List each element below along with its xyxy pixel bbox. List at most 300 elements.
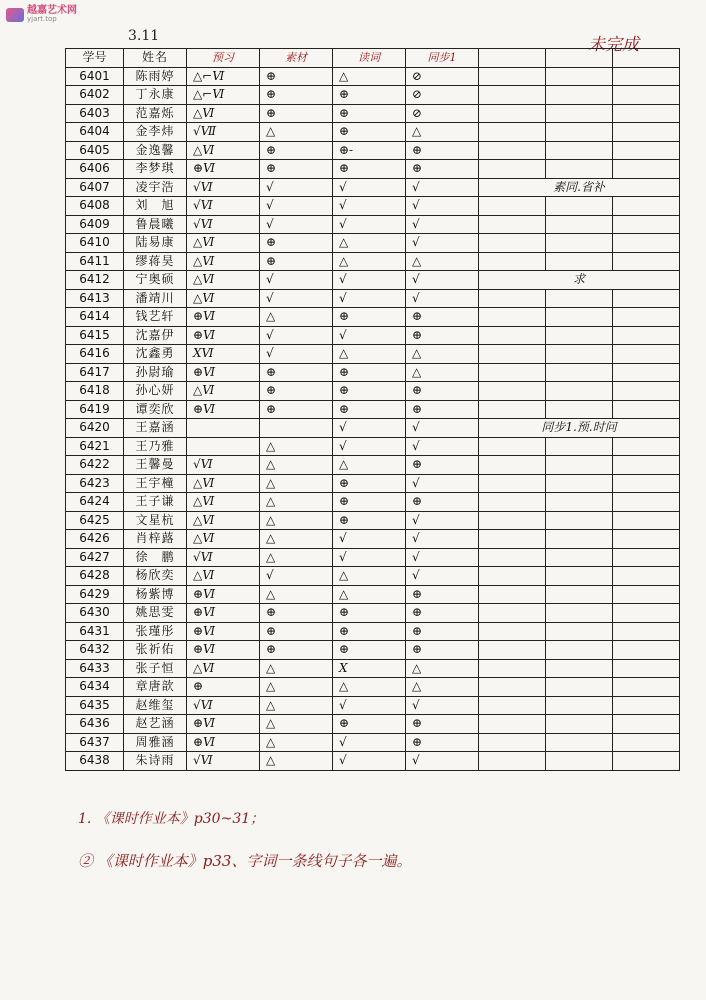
blank-cell bbox=[546, 289, 613, 308]
blank-cell bbox=[546, 752, 613, 771]
table-row bbox=[66, 567, 680, 586]
student-id: 6423 bbox=[66, 474, 124, 493]
preview-mark: △⌐Ⅵ bbox=[187, 86, 260, 105]
student-name: 鲁晨曦 bbox=[124, 215, 187, 234]
student-name: 文星杭 bbox=[124, 511, 187, 530]
table-row bbox=[66, 419, 680, 438]
preview-mark: △⌐Ⅵ bbox=[187, 67, 260, 86]
table-row bbox=[66, 659, 680, 678]
material-mark: ⊕ bbox=[260, 400, 333, 419]
remark-cell bbox=[479, 252, 546, 271]
material-mark: ⊕ bbox=[260, 622, 333, 641]
student-name: 金逸馨 bbox=[124, 141, 187, 160]
preview-mark: ⊕Ⅵ bbox=[187, 363, 260, 382]
words-mark: △ bbox=[333, 678, 406, 697]
blank-cell bbox=[613, 548, 680, 567]
student-name: 缪蒋昊 bbox=[124, 252, 187, 271]
material-mark bbox=[260, 419, 333, 438]
material-mark: √ bbox=[260, 326, 333, 345]
remark-cell bbox=[479, 234, 546, 253]
material-mark: √ bbox=[260, 178, 333, 197]
preview-mark: △Ⅵ bbox=[187, 530, 260, 549]
words-mark: √ bbox=[333, 733, 406, 752]
preview-mark: √Ⅵ bbox=[187, 197, 260, 216]
material-mark: √ bbox=[260, 289, 333, 308]
sync1-mark: ⊕ bbox=[406, 326, 479, 345]
remark-cell bbox=[479, 326, 546, 345]
blank-cell bbox=[546, 104, 613, 123]
words-mark: ⊕- bbox=[333, 141, 406, 160]
blank-cell bbox=[546, 363, 613, 382]
student-id: 6436 bbox=[66, 715, 124, 734]
blank-cell bbox=[613, 141, 680, 160]
student-name: 肖梓蕗 bbox=[124, 530, 187, 549]
sync1-mark: ⊕ bbox=[406, 141, 479, 160]
student-name: 徐 鹏 bbox=[124, 548, 187, 567]
blank-cell bbox=[613, 86, 680, 105]
student-name: 刘 旭 bbox=[124, 197, 187, 216]
preview-mark: △Ⅵ bbox=[187, 234, 260, 253]
preview-mark: △Ⅵ bbox=[187, 252, 260, 271]
table-row bbox=[66, 641, 680, 660]
remark-cell bbox=[479, 733, 546, 752]
sync1-mark: √ bbox=[406, 289, 479, 308]
student-id: 6430 bbox=[66, 604, 124, 623]
table-row bbox=[66, 123, 680, 142]
sync1-mark: ⊕ bbox=[406, 604, 479, 623]
words-mark: ⊕ bbox=[333, 123, 406, 142]
sync1-mark: △ bbox=[406, 252, 479, 271]
table-row bbox=[66, 160, 680, 179]
blank-cell bbox=[546, 474, 613, 493]
table-row bbox=[66, 104, 680, 123]
date-label: 3.11 bbox=[128, 28, 160, 44]
table-row bbox=[66, 530, 680, 549]
student-id: 6434 bbox=[66, 678, 124, 697]
remark-cell bbox=[479, 696, 546, 715]
watermark-logo-icon bbox=[6, 8, 24, 22]
material-mark: △ bbox=[260, 308, 333, 327]
preview-mark: △Ⅵ bbox=[187, 104, 260, 123]
remark-cell bbox=[479, 641, 546, 660]
preview-mark: √Ⅵ bbox=[187, 456, 260, 475]
table-row bbox=[66, 345, 680, 364]
student-name: 王馨曼 bbox=[124, 456, 187, 475]
material-mark: △ bbox=[260, 752, 333, 771]
words-mark: ⊕ bbox=[333, 363, 406, 382]
blank-cell bbox=[546, 493, 613, 512]
remark-cell bbox=[479, 123, 546, 142]
student-id: 6415 bbox=[66, 326, 124, 345]
student-id: 6425 bbox=[66, 511, 124, 530]
student-id: 6402 bbox=[66, 86, 124, 105]
table-row bbox=[66, 493, 680, 512]
student-id: 6433 bbox=[66, 659, 124, 678]
remark-cell bbox=[479, 437, 546, 456]
words-mark: △ bbox=[333, 252, 406, 271]
student-name: 杨紫博 bbox=[124, 585, 187, 604]
student-name: 姚思雯 bbox=[124, 604, 187, 623]
remark-cell bbox=[479, 493, 546, 512]
blank-cell bbox=[613, 752, 680, 771]
blank-cell bbox=[613, 104, 680, 123]
roster-table bbox=[65, 48, 680, 771]
student-name: 宁奥硕 bbox=[124, 271, 187, 290]
words-mark: △ bbox=[333, 67, 406, 86]
blank-cell bbox=[613, 493, 680, 512]
header-sync1: 同步1 bbox=[406, 49, 479, 68]
student-name: 周雅涵 bbox=[124, 733, 187, 752]
student-name: 赵维玺 bbox=[124, 696, 187, 715]
preview-mark: △Ⅵ bbox=[187, 271, 260, 290]
preview-mark: ⅩⅥ bbox=[187, 345, 260, 364]
words-mark: △ bbox=[333, 567, 406, 586]
table-row bbox=[66, 252, 680, 271]
table-row bbox=[66, 67, 680, 86]
remark-cell bbox=[479, 474, 546, 493]
blank-cell bbox=[546, 548, 613, 567]
student-name: 张祈佑 bbox=[124, 641, 187, 660]
table-row bbox=[66, 696, 680, 715]
material-mark: △ bbox=[260, 123, 333, 142]
table-row bbox=[66, 715, 680, 734]
student-id: 6427 bbox=[66, 548, 124, 567]
blank-cell bbox=[613, 678, 680, 697]
student-id: 6432 bbox=[66, 641, 124, 660]
header-name: 姓名 bbox=[124, 49, 187, 68]
blank-cell bbox=[546, 715, 613, 734]
student-id: 6418 bbox=[66, 382, 124, 401]
material-mark: √ bbox=[260, 567, 333, 586]
material-mark: △ bbox=[260, 530, 333, 549]
student-id: 6416 bbox=[66, 345, 124, 364]
sync1-mark: ⊕ bbox=[406, 382, 479, 401]
student-name: 孙尉瑜 bbox=[124, 363, 187, 382]
blank-cell bbox=[613, 567, 680, 586]
sync1-mark: √ bbox=[406, 752, 479, 771]
material-mark: √ bbox=[260, 345, 333, 364]
header-blank-1 bbox=[479, 49, 546, 68]
blank-cell bbox=[613, 363, 680, 382]
student-name: 金李炜 bbox=[124, 123, 187, 142]
preview-mark: ⊕Ⅵ bbox=[187, 585, 260, 604]
blank-cell bbox=[613, 326, 680, 345]
blank-cell bbox=[546, 659, 613, 678]
table-row bbox=[66, 215, 680, 234]
blank-cell bbox=[613, 215, 680, 234]
words-mark: △ bbox=[333, 585, 406, 604]
words-mark: √ bbox=[333, 197, 406, 216]
student-id: 6438 bbox=[66, 752, 124, 771]
remark-cell bbox=[479, 456, 546, 475]
student-name: 陈雨婷 bbox=[124, 67, 187, 86]
material-mark: ⊕ bbox=[260, 382, 333, 401]
watermark-url: yjart.top bbox=[27, 15, 57, 23]
blank-cell bbox=[546, 400, 613, 419]
remark-cell bbox=[479, 530, 546, 549]
blank-cell bbox=[613, 252, 680, 271]
student-id: 6411 bbox=[66, 252, 124, 271]
student-id: 6409 bbox=[66, 215, 124, 234]
sync1-mark: ⊘ bbox=[406, 104, 479, 123]
preview-mark: △Ⅵ bbox=[187, 382, 260, 401]
words-mark: √ bbox=[333, 419, 406, 438]
blank-cell bbox=[546, 234, 613, 253]
student-name: 王宇橦 bbox=[124, 474, 187, 493]
sync1-mark: √ bbox=[406, 419, 479, 438]
sync1-mark: ⊕ bbox=[406, 585, 479, 604]
blank-cell bbox=[546, 604, 613, 623]
material-mark: △ bbox=[260, 437, 333, 456]
material-mark: ⊕ bbox=[260, 141, 333, 160]
words-mark: √ bbox=[333, 696, 406, 715]
blank-cell bbox=[546, 86, 613, 105]
sync1-mark: √ bbox=[406, 511, 479, 530]
table-header-row bbox=[66, 49, 680, 68]
preview-mark: ⊕Ⅵ bbox=[187, 308, 260, 327]
blank-cell bbox=[546, 733, 613, 752]
remark-cell: 求 bbox=[479, 271, 680, 290]
student-id: 6424 bbox=[66, 493, 124, 512]
blank-cell bbox=[546, 197, 613, 216]
watermark-text: 越嘉艺术网 bbox=[27, 5, 77, 16]
sync1-mark: √ bbox=[406, 474, 479, 493]
preview-mark: ⊕Ⅵ bbox=[187, 641, 260, 660]
remark-cell bbox=[479, 659, 546, 678]
student-id: 6403 bbox=[66, 104, 124, 123]
student-id: 6406 bbox=[66, 160, 124, 179]
remark-cell bbox=[479, 67, 546, 86]
material-mark: ⊕ bbox=[260, 234, 333, 253]
material-mark: ⊕ bbox=[260, 252, 333, 271]
table-row bbox=[66, 604, 680, 623]
student-name: 朱诗雨 bbox=[124, 752, 187, 771]
table-row bbox=[66, 456, 680, 475]
blank-cell bbox=[613, 437, 680, 456]
blank-cell bbox=[613, 160, 680, 179]
blank-cell bbox=[546, 567, 613, 586]
sync1-mark: ⊘ bbox=[406, 86, 479, 105]
material-mark: √ bbox=[260, 271, 333, 290]
remark-cell bbox=[479, 604, 546, 623]
words-mark: ⊕ bbox=[333, 641, 406, 660]
table-row bbox=[66, 585, 680, 604]
sync1-mark: √ bbox=[406, 215, 479, 234]
preview-mark: ⊕Ⅵ bbox=[187, 160, 260, 179]
material-mark: △ bbox=[260, 493, 333, 512]
blank-cell bbox=[613, 622, 680, 641]
student-id: 6419 bbox=[66, 400, 124, 419]
words-mark: ⊕ bbox=[333, 715, 406, 734]
student-name: 赵艺涵 bbox=[124, 715, 187, 734]
student-name: 钱艺轩 bbox=[124, 308, 187, 327]
blank-cell bbox=[546, 345, 613, 364]
words-mark: ⊕ bbox=[333, 160, 406, 179]
blank-cell bbox=[613, 696, 680, 715]
blank-cell bbox=[546, 456, 613, 475]
blank-cell bbox=[546, 326, 613, 345]
preview-mark: ⊕ bbox=[187, 678, 260, 697]
header-words: 读词 bbox=[333, 49, 406, 68]
sync1-mark: △ bbox=[406, 345, 479, 364]
words-mark: √ bbox=[333, 178, 406, 197]
sync1-mark: √ bbox=[406, 234, 479, 253]
material-mark: √ bbox=[260, 215, 333, 234]
table-row bbox=[66, 141, 680, 160]
table-row bbox=[66, 548, 680, 567]
blank-cell bbox=[546, 585, 613, 604]
blank-cell bbox=[546, 382, 613, 401]
words-mark: ⊕ bbox=[333, 493, 406, 512]
preview-mark: √Ⅵ bbox=[187, 548, 260, 567]
blank-cell bbox=[546, 160, 613, 179]
sync1-mark: √ bbox=[406, 696, 479, 715]
blank-cell bbox=[613, 197, 680, 216]
table-row bbox=[66, 382, 680, 401]
table-row bbox=[66, 178, 680, 197]
preview-mark: √Ⅵ bbox=[187, 752, 260, 771]
student-name: 杨欣奕 bbox=[124, 567, 187, 586]
preview-mark: ⊕Ⅵ bbox=[187, 622, 260, 641]
blank-cell bbox=[613, 511, 680, 530]
table-row bbox=[66, 197, 680, 216]
student-name: 张瑾彤 bbox=[124, 622, 187, 641]
material-mark: ⊕ bbox=[260, 363, 333, 382]
roster-body bbox=[66, 67, 680, 770]
student-id: 6413 bbox=[66, 289, 124, 308]
words-mark: Ⅹ bbox=[333, 659, 406, 678]
blank-cell bbox=[546, 641, 613, 660]
student-id: 6422 bbox=[66, 456, 124, 475]
sync1-mark: √ bbox=[406, 437, 479, 456]
material-mark: ⊕ bbox=[260, 86, 333, 105]
header-material: 素材 bbox=[260, 49, 333, 68]
sync1-mark: ⊕ bbox=[406, 400, 479, 419]
table-row bbox=[66, 234, 680, 253]
preview-mark: △Ⅵ bbox=[187, 659, 260, 678]
student-name: 王子谦 bbox=[124, 493, 187, 512]
blank-cell bbox=[613, 456, 680, 475]
student-name: 范嘉烁 bbox=[124, 104, 187, 123]
material-mark: △ bbox=[260, 733, 333, 752]
remark-cell bbox=[479, 289, 546, 308]
words-mark: √ bbox=[333, 437, 406, 456]
student-name: 谭奕欣 bbox=[124, 400, 187, 419]
student-name: 孙心妍 bbox=[124, 382, 187, 401]
student-id: 6410 bbox=[66, 234, 124, 253]
student-name: 王嘉涵 bbox=[124, 419, 187, 438]
words-mark: ⊕ bbox=[333, 104, 406, 123]
blank-cell bbox=[546, 696, 613, 715]
words-mark: ⊕ bbox=[333, 511, 406, 530]
material-mark: ⊕ bbox=[260, 104, 333, 123]
table-row bbox=[66, 752, 680, 771]
sync1-mark: ⊕ bbox=[406, 641, 479, 660]
sync1-mark: ⊕ bbox=[406, 622, 479, 641]
table-row bbox=[66, 86, 680, 105]
preview-mark: √Ⅵ bbox=[187, 215, 260, 234]
preview-mark: ⊕Ⅵ bbox=[187, 715, 260, 734]
blank-cell bbox=[613, 123, 680, 142]
remark-cell bbox=[479, 86, 546, 105]
table-row bbox=[66, 400, 680, 419]
student-id: 6428 bbox=[66, 567, 124, 586]
blank-cell bbox=[546, 511, 613, 530]
student-id: 6408 bbox=[66, 197, 124, 216]
student-name: 张子恒 bbox=[124, 659, 187, 678]
remark-cell bbox=[479, 715, 546, 734]
sync1-mark: △ bbox=[406, 678, 479, 697]
remark-cell bbox=[479, 160, 546, 179]
table-row bbox=[66, 437, 680, 456]
table-row bbox=[66, 511, 680, 530]
header-preview: 预习 bbox=[187, 49, 260, 68]
blank-cell bbox=[546, 308, 613, 327]
blank-cell bbox=[613, 530, 680, 549]
sync1-mark: ⊕ bbox=[406, 493, 479, 512]
blank-cell bbox=[613, 382, 680, 401]
remark-cell bbox=[479, 104, 546, 123]
words-mark: ⊕ bbox=[333, 382, 406, 401]
blank-cell bbox=[546, 437, 613, 456]
sync1-mark: △ bbox=[406, 123, 479, 142]
words-mark: ⊕ bbox=[333, 86, 406, 105]
sync1-mark: √ bbox=[406, 178, 479, 197]
words-mark: ⊕ bbox=[333, 308, 406, 327]
preview-mark: △Ⅵ bbox=[187, 289, 260, 308]
sync1-mark: √ bbox=[406, 197, 479, 216]
sync1-mark: ⊕ bbox=[406, 733, 479, 752]
student-name: 李梦琪 bbox=[124, 160, 187, 179]
student-name: 凌宇浩 bbox=[124, 178, 187, 197]
words-mark: △ bbox=[333, 234, 406, 253]
blank-cell bbox=[613, 308, 680, 327]
student-id: 6437 bbox=[66, 733, 124, 752]
remark-cell bbox=[479, 363, 546, 382]
student-id: 6429 bbox=[66, 585, 124, 604]
words-mark: ⊕ bbox=[333, 604, 406, 623]
blank-cell bbox=[546, 622, 613, 641]
blank-cell bbox=[613, 67, 680, 86]
student-id: 6421 bbox=[66, 437, 124, 456]
preview-mark: △Ⅵ bbox=[187, 474, 260, 493]
student-id: 6426 bbox=[66, 530, 124, 549]
top-note: 未完成 bbox=[588, 35, 639, 55]
preview-mark: ⊕Ⅵ bbox=[187, 733, 260, 752]
blank-cell bbox=[613, 400, 680, 419]
sync1-mark: √ bbox=[406, 271, 479, 290]
preview-mark: △Ⅵ bbox=[187, 511, 260, 530]
blank-cell bbox=[613, 733, 680, 752]
sync1-mark: ⊕ bbox=[406, 456, 479, 475]
preview-mark bbox=[187, 437, 260, 456]
student-name: 沈鑫勇 bbox=[124, 345, 187, 364]
words-mark: √ bbox=[333, 289, 406, 308]
student-id: 6405 bbox=[66, 141, 124, 160]
header-blank-3 bbox=[613, 49, 680, 68]
blank-cell bbox=[613, 659, 680, 678]
remark-cell bbox=[479, 548, 546, 567]
sync1-mark: △ bbox=[406, 363, 479, 382]
blank-cell bbox=[613, 474, 680, 493]
table-row bbox=[66, 733, 680, 752]
sync1-mark: △ bbox=[406, 659, 479, 678]
instruction-1: 1. 《课时作业本》p30~31； bbox=[78, 811, 265, 827]
preview-mark: △Ⅵ bbox=[187, 567, 260, 586]
material-mark: △ bbox=[260, 474, 333, 493]
preview-mark: √Ⅵ bbox=[187, 178, 260, 197]
blank-cell bbox=[613, 585, 680, 604]
